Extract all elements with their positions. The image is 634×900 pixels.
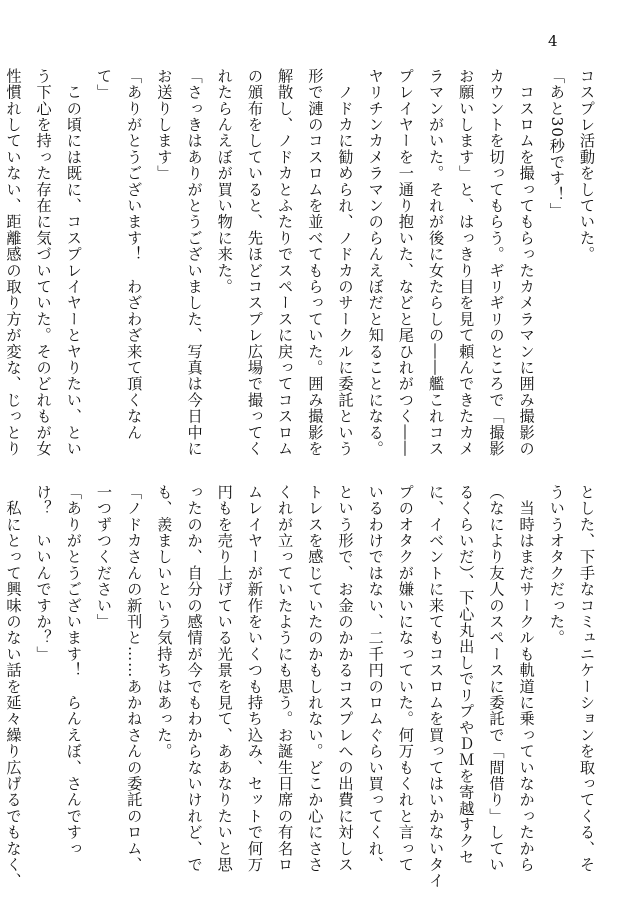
text-column: この頃には既に、コスプレイヤーとヤりたい、とい [64,68,83,457]
text-column: お送りします」 [155,68,174,182]
text-column: に、イベントに来てもコスロムを買ってはいかないタイ [427,484,446,889]
text-column: れたらんえぼが買い物に来た。 [215,68,234,295]
text-column: コスプレ活動をしていた。 [578,68,596,263]
text-column: ったのか、自分の感情が今でもわからないけれど、で [185,484,204,873]
text-column: も、羨ましいという気持ちはあった。 [155,484,174,760]
lower-text-block [0,484,596,889]
text-column: ノドカに勧められ、ノドカのサークルに委託という [336,68,355,457]
text-column: （なにより友人のスペースに委託で「間借り」してい [487,484,506,873]
text-column: 「ありがとうございます！ わざわざ来て頂くなん [125,68,144,441]
text-column: お願いします」と、はっきり目を見て頼んできたカメ [457,68,476,457]
text-column: て」 [95,68,113,101]
text-column: 「あと30秒です！」 [547,68,566,219]
text-column: という形で、お金のかかるコスプレへの出費に対しス [336,484,355,873]
text-column: の頒布をしていると、先ほどコスプレ広場で撮ってく [245,68,264,457]
text-column: るくらいだ）、下心丸出しでリプやＤＭを寄越すクセ [457,484,476,866]
text-column: 当時はまだサークルも軌道に乗っていなかったから [517,484,536,873]
text-column: う下心を持った存在に気づいていた。そのどれもが女 [34,68,53,457]
text-column: 「ノドカさんの新刊と……あかねさんの委託のロム、 [125,484,144,873]
text-column: プレイヤーを一通り抱いた、などと尾ひれがつく―― [396,68,415,457]
text-column: いるわけではない、二千円のロムぐらい買ってくれ、 [366,484,385,873]
text-column: カウントを切ってもらう。ギリギリのところで「撮影 [487,68,506,457]
text-column: 私にとって興味のない話を延々繰り広げるでもなく、 [4,484,23,889]
text-column: け？ いいんですか？」 [34,484,53,663]
text-column: ラマンがいた。それが後に女たらしの――艦これコス [427,68,446,457]
text-column: 「ありがとうございます！ らんえぼ、さんですっ [64,484,83,857]
text-column: 一つずつください」 [95,484,113,630]
text-column: コスロムを撮ってもらったカメラマンに囲み撮影の [517,68,536,457]
page-number: 4 [548,32,558,50]
text-column: ムレイヤーが新作をいくつも持ち込み、セットで何万 [245,484,264,873]
text-column: 解散し、ノドカとふたりでスペースに戻ってコスロム [276,68,295,457]
text-column: 性慣れしていない、距離感の取り方が変な、じっとり [4,68,23,457]
text-column: くれが立っていたようにも思う。お誕生日席の有名ロ [276,484,295,873]
text-column: ういうオタクだった。 [547,484,566,646]
text-column: 「さっきはありがとうございました、写真は今日中に [185,68,204,457]
text-column: ヤリチンカメラマンのらんえぼだと知ることになる。 [366,68,385,457]
text-column: プのオタクが嫌いになっていた。何万もくれと言って [396,484,415,873]
text-column: とした、下手なコミュニケーションを取ってくる、そ [578,484,596,873]
text-column: 形で漣のコスロムを並べてもらっていた。囲み撮影を [306,68,325,457]
upper-text-block [0,68,594,460]
text-column: トレスを感じていたのかもしれない。どこか心にささ [306,484,325,873]
text-column: 円もを売り上げている光景を見て、ああなりたいと思 [215,484,234,873]
